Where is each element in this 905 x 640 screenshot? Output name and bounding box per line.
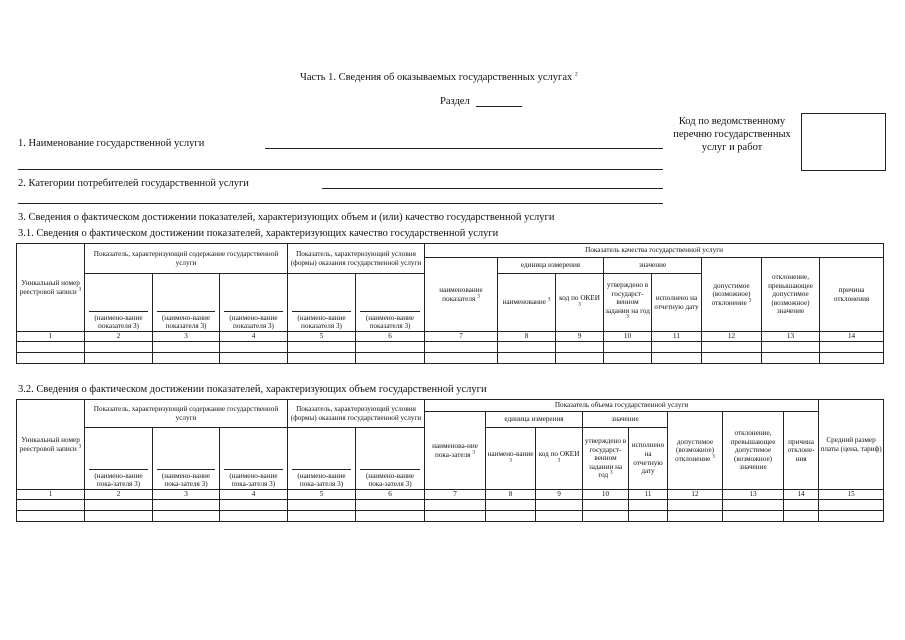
service-name-line-2[interactable] <box>18 169 663 170</box>
table-row[interactable] <box>17 510 884 521</box>
okei-header: код по ОКЕИ $^3$ <box>556 274 604 332</box>
reason-header: причина отклонения <box>820 258 884 332</box>
value-header: значение <box>583 412 668 428</box>
service-name-label: 1. Наименование государственной услуги <box>18 138 205 149</box>
col-num: 5 <box>288 332 356 342</box>
col-num: 2 <box>85 490 153 500</box>
content-sub-1: (наимено-вание показателя 3) <box>85 274 153 332</box>
col-num: 9 <box>556 332 604 342</box>
consumers-line[interactable] <box>322 188 663 189</box>
consumers-line-2[interactable] <box>18 203 663 204</box>
column-numbers-row <box>17 490 884 500</box>
exceed-header: отклонение, превышающее допустимое (возможное) значение <box>762 258 820 332</box>
service-name-line[interactable] <box>265 148 663 149</box>
content-sub-2: (наимено-вание пока-зателя 3) <box>153 428 220 490</box>
unique-number-header: Уникальный номер реестровой записи $^3$ <box>17 244 85 332</box>
unit-name-header: наименование $^3$ <box>498 274 556 332</box>
heading-3-2: 3.2. Сведения о фактическом достижении показателей, характеризующих объем государственной услуги <box>18 384 487 395</box>
content-sub-3: (наимено-вание пока-зателя 3) <box>220 428 288 490</box>
col-num: 10 <box>604 332 652 342</box>
executed-header: исполнено на отчетную дату <box>629 428 668 490</box>
col-num: 7 <box>425 332 498 342</box>
content-sub-2: (наимено-вание показателя 3) <box>153 274 220 332</box>
col-num: 3 <box>153 332 220 342</box>
content-sub-1: (наимено-вание пока-зателя 3) <box>85 428 153 490</box>
conditions-header: Показатель, характеризующий условия (формы) оказания государственной услуги <box>288 244 425 274</box>
col-num: 14 <box>784 490 819 500</box>
value-header: значение <box>604 258 702 274</box>
unit-header: единица измерения <box>486 412 583 428</box>
content-header: Показатель, характеризующий содержание государственной услуги <box>85 400 288 428</box>
conditions-sub-1: (наимено-вание пока-зателя 3) <box>288 428 356 490</box>
exceed-header: отклонение, превышающее допустимое (возможное) значение <box>723 412 784 490</box>
col-num: 2 <box>85 332 153 342</box>
code-label: Код по ведомственному перечню государственных услуг и работ <box>673 116 791 153</box>
col-num: 14 <box>820 332 884 342</box>
page-title: Часть 1. Сведения об оказываемых государственных услугах $^2$ <box>300 71 578 83</box>
col-num: 12 <box>668 490 723 500</box>
indicator-name-header: наименова-ние пока-зателя $^3$ <box>425 412 486 490</box>
col-num: 6 <box>356 490 425 500</box>
conditions-header: Показатель, характеризующий условия (формы) оказания государственной услуги <box>288 400 425 428</box>
section-number-line[interactable] <box>476 106 522 107</box>
col-num: 8 <box>498 332 556 342</box>
col-num: 11 <box>629 490 668 500</box>
indicator-name-header: наименование показателя $^3$ <box>425 258 498 332</box>
executed-header: исполнено на отчетную дату <box>652 274 702 332</box>
heading-3-1: 3.1. Сведения о фактическом достижении показателей, характеризующих качество государственной услуги <box>18 228 499 239</box>
col-num: 12 <box>702 332 762 342</box>
unit-header: единица измерения <box>498 258 604 274</box>
allowed-header: допустимое (возможное) отклонение $^3$ <box>702 258 762 332</box>
col-num: 9 <box>536 490 583 500</box>
col-num: 8 <box>486 490 536 500</box>
col-num: 7 <box>425 490 486 500</box>
section-label: Раздел <box>440 96 470 107</box>
volume-header: Показатель объема государственной услуги <box>425 400 819 412</box>
col-num: 1 <box>17 490 85 500</box>
col-num: 13 <box>762 332 820 342</box>
approved-header: утверждено в государст-венном задании на год $^3$ <box>583 428 629 490</box>
volume-table <box>16 399 884 522</box>
heading-3: 3. Сведения о фактическом достижении показателей, характеризующих объем и (или) качество государственной услуги <box>18 212 555 223</box>
approved-header: утверждено в государст-венном задании на год $^3$ <box>604 274 652 332</box>
content-header: Показатель, характеризующий содержание государственной услуги <box>85 244 288 274</box>
col-num: 11 <box>652 332 702 342</box>
col-num: 3 <box>153 490 220 500</box>
okei-header: код по ОКЕИ $^3$ <box>536 428 583 490</box>
code-box[interactable] <box>801 113 886 171</box>
col-num: 5 <box>288 490 356 500</box>
col-num: 4 <box>220 490 288 500</box>
quality-header: Показатель качества государственной услуги <box>425 244 884 258</box>
reason-header: причина отклоне-ния <box>784 412 819 490</box>
unique-number-header: Уникальный номер реестровой записи $^3$ <box>17 400 85 490</box>
table-row[interactable] <box>17 499 884 510</box>
content-sub-3: (наимено-вание показателя 3) <box>220 274 288 332</box>
col-num: 1 <box>17 332 85 342</box>
col-num: 4 <box>220 332 288 342</box>
col-num: 10 <box>583 490 629 500</box>
col-num: 15 <box>819 490 884 500</box>
column-numbers-row <box>17 332 884 342</box>
table-row[interactable] <box>17 352 884 363</box>
col-num: 6 <box>356 332 425 342</box>
unit-name-header: наимено-вание $^3$ <box>486 428 536 490</box>
allowed-header: допустимое (возможное) отклонение $^3$ <box>668 412 723 490</box>
consumers-label: 2. Категории потребителей государственной услуги <box>18 178 249 189</box>
table-row[interactable] <box>17 341 884 352</box>
col-num: 13 <box>723 490 784 500</box>
quality-table <box>16 243 884 364</box>
price-header: Средний размер платы (цена, тариф) <box>819 400 884 490</box>
conditions-sub-2: (наимено-вание показателя 3) <box>356 274 425 332</box>
conditions-sub-1: (наимено-вание показателя 3) <box>288 274 356 332</box>
conditions-sub-2: (наимено-вание пока-зателя 3) <box>356 428 425 490</box>
